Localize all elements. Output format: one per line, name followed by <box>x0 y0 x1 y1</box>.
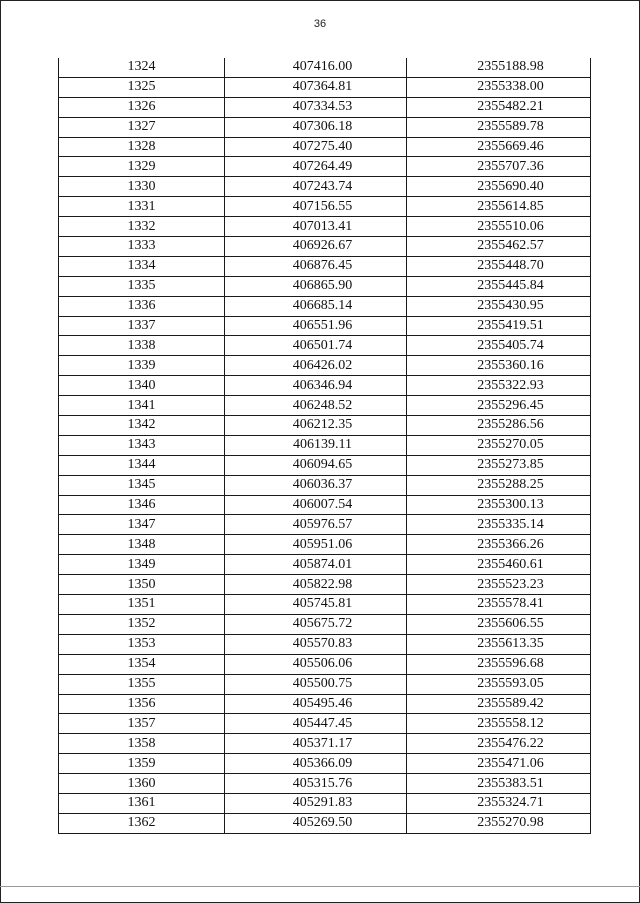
x-coordinate-cell: 406007.54 <box>225 495 407 515</box>
point-number-cell: 1338 <box>59 336 225 356</box>
x-coordinate-cell: 407416.00 <box>225 58 407 77</box>
x-coordinate-cell: 405951.06 <box>225 535 407 555</box>
point-number-cell: 1343 <box>59 435 225 455</box>
point-number-cell: 1350 <box>59 575 225 595</box>
point-number-cell: 1360 <box>59 774 225 794</box>
y-coordinate-cell: 2355523.23 <box>407 575 591 595</box>
x-coordinate-cell: 406212.35 <box>225 416 407 436</box>
point-number-cell: 1359 <box>59 754 225 774</box>
y-coordinate-cell: 2355419.51 <box>407 316 591 336</box>
table-row <box>59 813 591 833</box>
table-row <box>59 256 591 276</box>
point-number-cell: 1324 <box>59 58 225 77</box>
table-row <box>59 237 591 257</box>
x-coordinate-cell: 407013.41 <box>225 217 407 237</box>
x-coordinate-cell: 406876.45 <box>225 256 407 276</box>
y-coordinate-cell: 2355578.41 <box>407 595 591 615</box>
x-coordinate-cell: 407156.55 <box>225 197 407 217</box>
x-coordinate-cell: 405874.01 <box>225 555 407 575</box>
coordinates-table <box>58 58 591 834</box>
y-coordinate-cell: 2355462.57 <box>407 237 591 257</box>
table-row <box>59 197 591 217</box>
table-row <box>59 217 591 237</box>
x-coordinate-cell: 406926.67 <box>225 237 407 257</box>
table-row <box>59 674 591 694</box>
point-number-cell: 1358 <box>59 734 225 754</box>
point-number-cell: 1337 <box>59 316 225 336</box>
y-coordinate-cell: 2355669.46 <box>407 137 591 157</box>
table-row <box>59 356 591 376</box>
table-row <box>59 396 591 416</box>
x-coordinate-cell: 405745.81 <box>225 595 407 615</box>
point-number-cell: 1340 <box>59 376 225 396</box>
y-coordinate-cell: 2355448.70 <box>407 256 591 276</box>
x-coordinate-cell: 405366.09 <box>225 754 407 774</box>
x-coordinate-cell: 407275.40 <box>225 137 407 157</box>
point-number-cell: 1357 <box>59 714 225 734</box>
x-coordinate-cell: 405500.75 <box>225 674 407 694</box>
point-number-cell: 1330 <box>59 177 225 197</box>
y-coordinate-cell: 2355593.05 <box>407 674 591 694</box>
point-number-cell: 1332 <box>59 217 225 237</box>
point-number-cell: 1326 <box>59 97 225 117</box>
y-coordinate-cell: 2355445.84 <box>407 276 591 296</box>
table-row <box>59 316 591 336</box>
page-number: 36 <box>313 18 327 30</box>
point-number-cell: 1353 <box>59 634 225 654</box>
x-coordinate-cell: 405495.46 <box>225 694 407 714</box>
y-coordinate-cell: 2355322.93 <box>407 376 591 396</box>
y-coordinate-cell: 2355482.21 <box>407 97 591 117</box>
y-coordinate-cell: 2355288.25 <box>407 475 591 495</box>
y-coordinate-cell: 2355690.40 <box>407 177 591 197</box>
x-coordinate-cell: 405447.45 <box>225 714 407 734</box>
x-coordinate-cell: 405506.06 <box>225 654 407 674</box>
y-coordinate-cell: 2355707.36 <box>407 157 591 177</box>
bottom-rule <box>0 886 640 887</box>
y-coordinate-cell: 2355460.61 <box>407 555 591 575</box>
x-coordinate-cell: 405570.83 <box>225 634 407 654</box>
point-number-cell: 1331 <box>59 197 225 217</box>
x-coordinate-cell: 407243.74 <box>225 177 407 197</box>
x-coordinate-cell: 406346.94 <box>225 376 407 396</box>
point-number-cell: 1347 <box>59 515 225 535</box>
point-number-cell: 1348 <box>59 535 225 555</box>
table-row <box>59 137 591 157</box>
x-coordinate-cell: 407334.53 <box>225 97 407 117</box>
y-coordinate-cell: 2355613.35 <box>407 634 591 654</box>
table-row <box>59 296 591 316</box>
y-coordinate-cell: 2355476.22 <box>407 734 591 754</box>
y-coordinate-cell: 2355270.98 <box>407 813 591 833</box>
x-coordinate-cell: 406426.02 <box>225 356 407 376</box>
x-coordinate-cell: 405822.98 <box>225 575 407 595</box>
coordinates-table-container <box>58 58 590 834</box>
x-coordinate-cell: 407306.18 <box>225 117 407 137</box>
table-row <box>59 793 591 813</box>
table-row <box>59 634 591 654</box>
x-coordinate-cell: 407264.49 <box>225 157 407 177</box>
x-coordinate-cell: 406685.14 <box>225 296 407 316</box>
point-number-cell: 1355 <box>59 674 225 694</box>
table-row <box>59 714 591 734</box>
point-number-cell: 1341 <box>59 396 225 416</box>
table-row <box>59 774 591 794</box>
table-row <box>59 455 591 475</box>
table-row <box>59 336 591 356</box>
y-coordinate-cell: 2355286.56 <box>407 416 591 436</box>
point-number-cell: 1339 <box>59 356 225 376</box>
y-coordinate-cell: 2355614.85 <box>407 197 591 217</box>
coordinates-table-body <box>59 58 591 833</box>
table-row <box>59 614 591 634</box>
table-row <box>59 654 591 674</box>
table-row <box>59 734 591 754</box>
table-row <box>59 575 591 595</box>
point-number-cell: 1356 <box>59 694 225 714</box>
point-number-cell: 1351 <box>59 595 225 615</box>
x-coordinate-cell: 406248.52 <box>225 396 407 416</box>
y-coordinate-cell: 2355366.26 <box>407 535 591 555</box>
table-row <box>59 435 591 455</box>
y-coordinate-cell: 2355606.55 <box>407 614 591 634</box>
point-number-cell: 1336 <box>59 296 225 316</box>
point-number-cell: 1328 <box>59 137 225 157</box>
point-number-cell: 1345 <box>59 475 225 495</box>
point-number-cell: 1333 <box>59 237 225 257</box>
y-coordinate-cell: 2355510.06 <box>407 217 591 237</box>
y-coordinate-cell: 2355360.16 <box>407 356 591 376</box>
x-coordinate-cell: 407364.81 <box>225 77 407 97</box>
point-number-cell: 1342 <box>59 416 225 436</box>
point-number-cell: 1362 <box>59 813 225 833</box>
x-coordinate-cell: 405675.72 <box>225 614 407 634</box>
x-coordinate-cell: 405976.57 <box>225 515 407 535</box>
point-number-cell: 1344 <box>59 455 225 475</box>
table-row <box>59 117 591 137</box>
table-row <box>59 276 591 296</box>
x-coordinate-cell: 406094.65 <box>225 455 407 475</box>
table-row <box>59 754 591 774</box>
table-row <box>59 77 591 97</box>
point-number-cell: 1327 <box>59 117 225 137</box>
y-coordinate-cell: 2355558.12 <box>407 714 591 734</box>
table-row <box>59 58 591 77</box>
point-number-cell: 1346 <box>59 495 225 515</box>
table-row <box>59 97 591 117</box>
y-coordinate-cell: 2355270.05 <box>407 435 591 455</box>
y-coordinate-cell: 2355589.42 <box>407 694 591 714</box>
table-row <box>59 515 591 535</box>
point-number-cell: 1354 <box>59 654 225 674</box>
x-coordinate-cell: 406036.37 <box>225 475 407 495</box>
x-coordinate-cell: 406139.11 <box>225 435 407 455</box>
y-coordinate-cell: 2355335.14 <box>407 515 591 535</box>
table-row <box>59 595 591 615</box>
y-coordinate-cell: 2355471.06 <box>407 754 591 774</box>
y-coordinate-cell: 2355324.71 <box>407 793 591 813</box>
y-coordinate-cell: 2355338.00 <box>407 77 591 97</box>
y-coordinate-cell: 2355188.98 <box>407 58 591 77</box>
x-coordinate-cell: 405291.83 <box>225 793 407 813</box>
y-coordinate-cell: 2355405.74 <box>407 336 591 356</box>
y-coordinate-cell: 2355300.13 <box>407 495 591 515</box>
table-row <box>59 555 591 575</box>
x-coordinate-cell: 405269.50 <box>225 813 407 833</box>
table-row <box>59 495 591 515</box>
point-number-cell: 1329 <box>59 157 225 177</box>
x-coordinate-cell: 406501.74 <box>225 336 407 356</box>
y-coordinate-cell: 2355296.45 <box>407 396 591 416</box>
table-row <box>59 157 591 177</box>
x-coordinate-cell: 405315.76 <box>225 774 407 794</box>
y-coordinate-cell: 2355596.68 <box>407 654 591 674</box>
table-row <box>59 535 591 555</box>
point-number-cell: 1361 <box>59 793 225 813</box>
point-number-cell: 1335 <box>59 276 225 296</box>
y-coordinate-cell: 2355383.51 <box>407 774 591 794</box>
y-coordinate-cell: 2355430.95 <box>407 296 591 316</box>
point-number-cell: 1334 <box>59 256 225 276</box>
table-row <box>59 416 591 436</box>
table-row <box>59 376 591 396</box>
point-number-cell: 1349 <box>59 555 225 575</box>
point-number-cell: 1352 <box>59 614 225 634</box>
y-coordinate-cell: 2355273.85 <box>407 455 591 475</box>
table-row <box>59 475 591 495</box>
point-number-cell: 1325 <box>59 77 225 97</box>
x-coordinate-cell: 405371.17 <box>225 734 407 754</box>
table-row <box>59 694 591 714</box>
x-coordinate-cell: 406551.96 <box>225 316 407 336</box>
table-row <box>59 177 591 197</box>
x-coordinate-cell: 406865.90 <box>225 276 407 296</box>
y-coordinate-cell: 2355589.78 <box>407 117 591 137</box>
